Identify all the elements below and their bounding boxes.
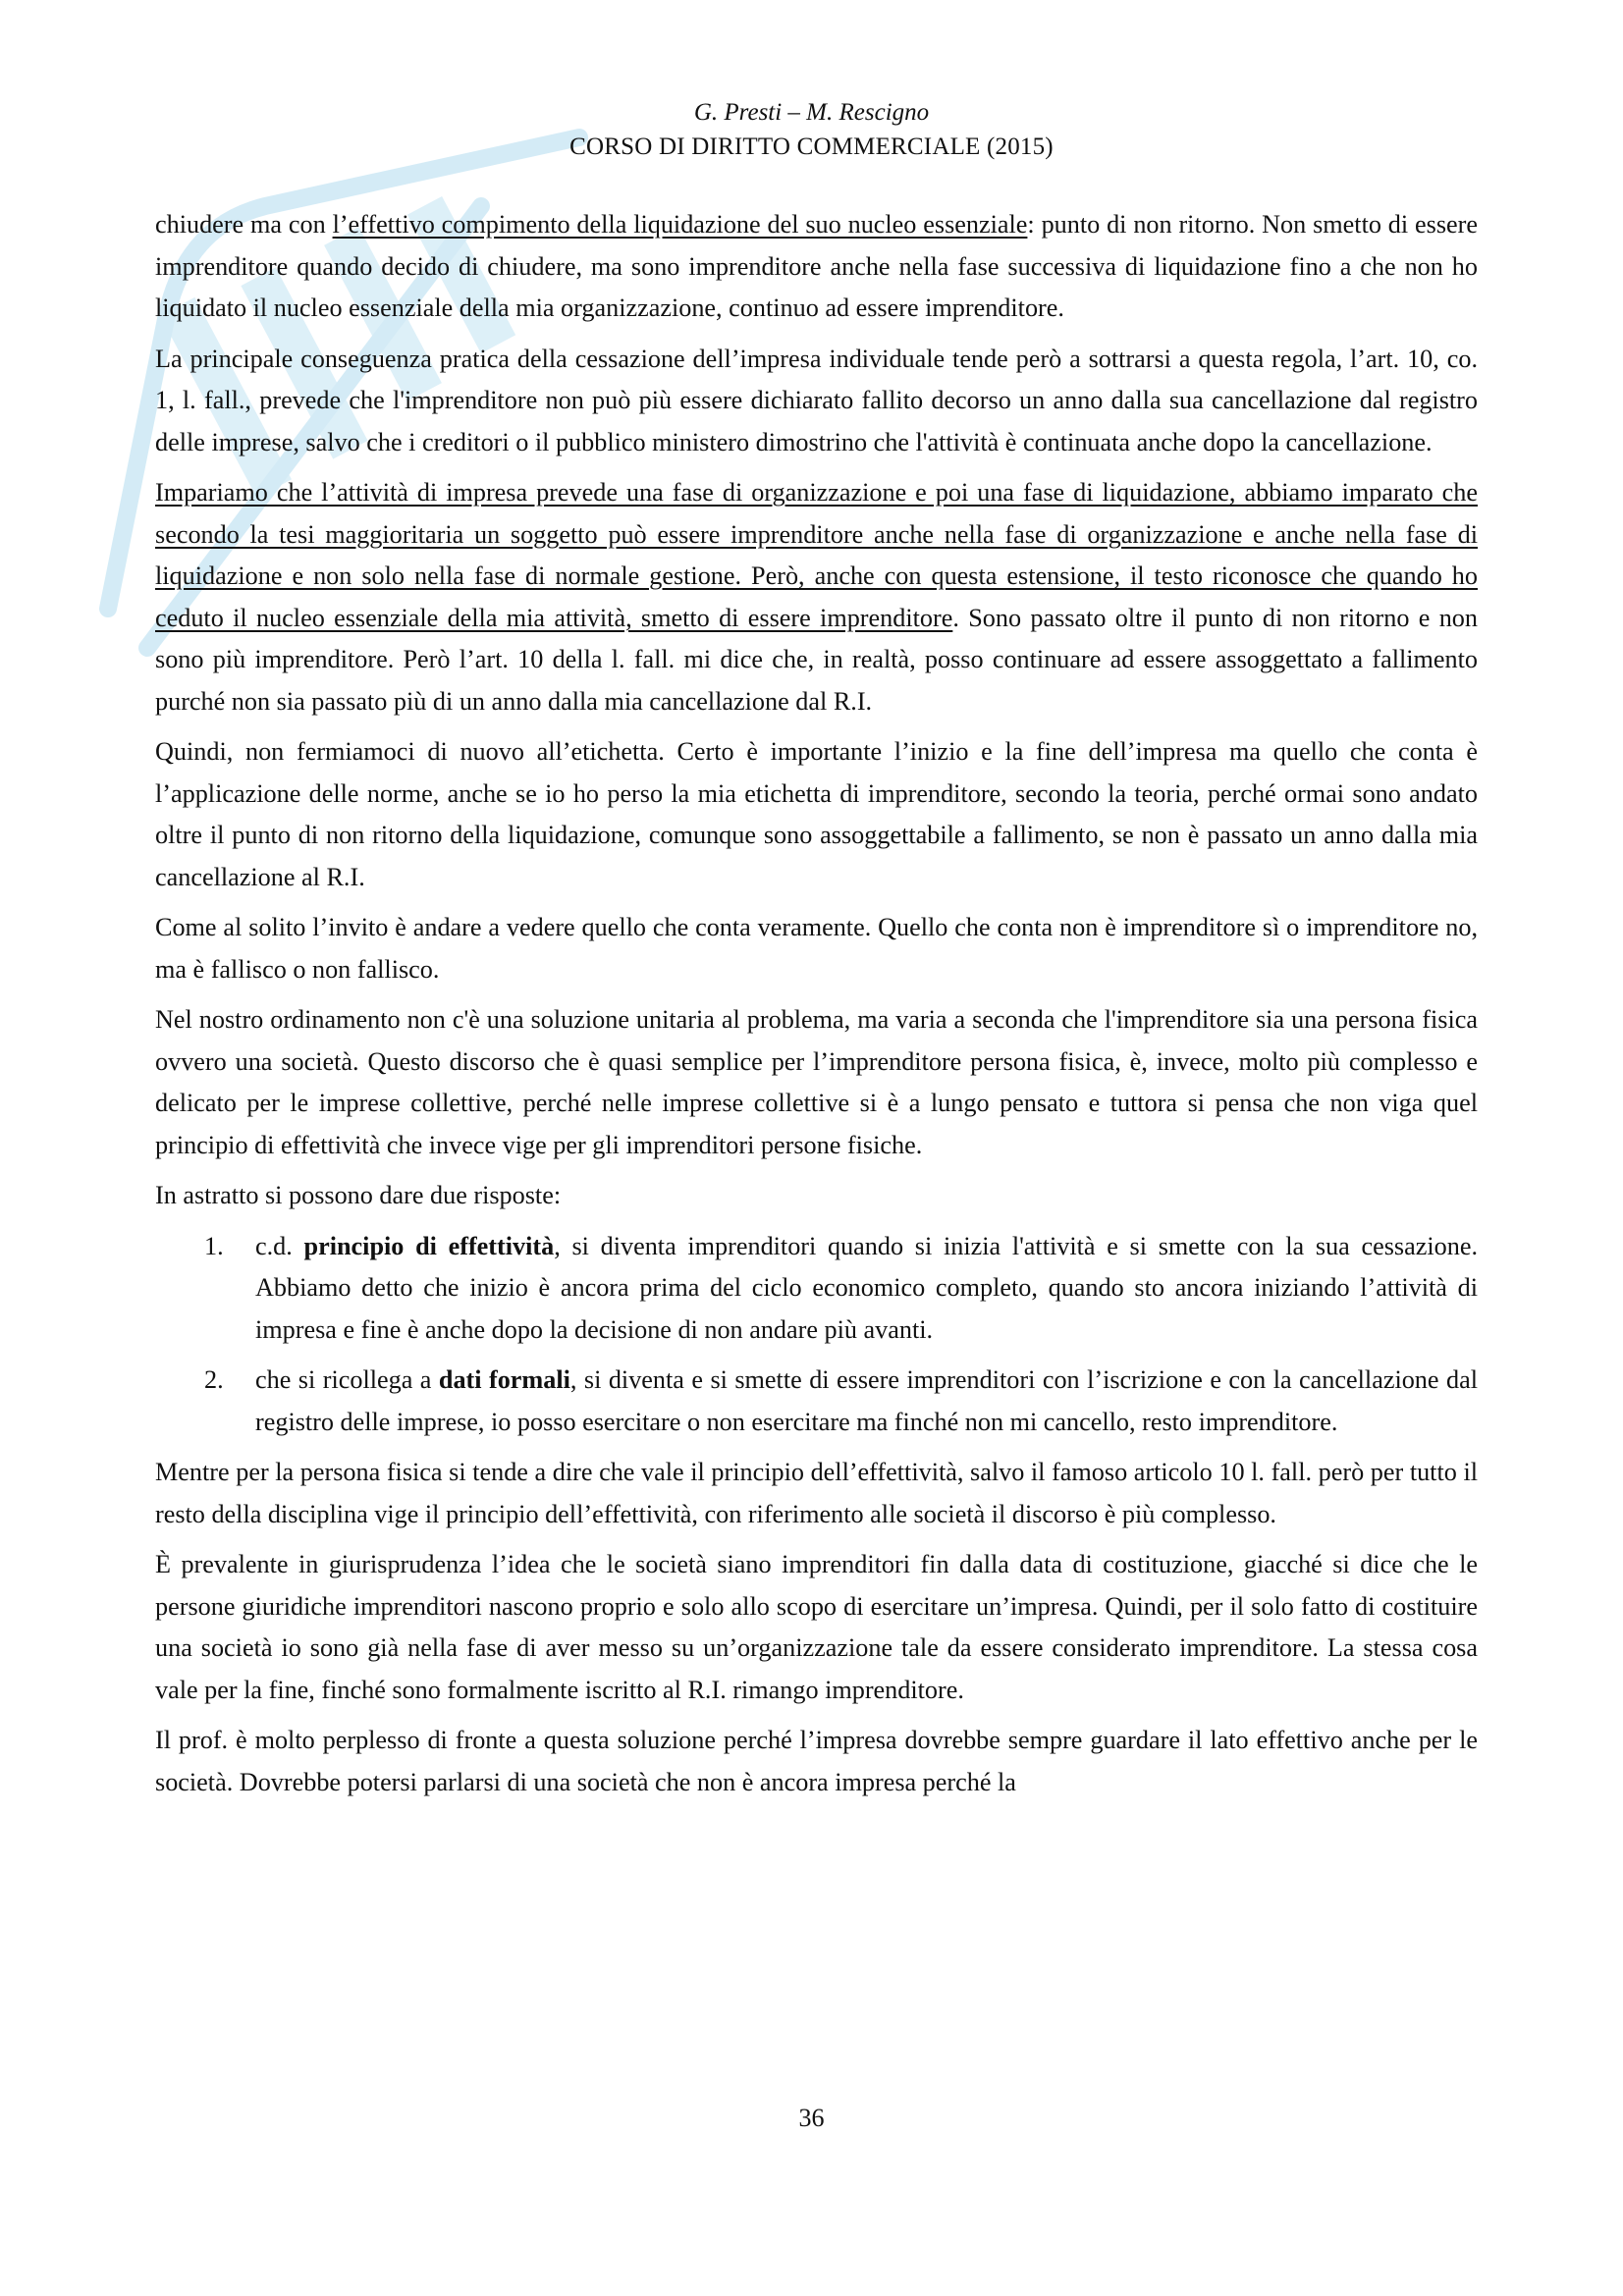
header-authors: G. Presti – M. Rescigno (693, 99, 930, 126)
paragraph: chiudere ma con l’effettivo compimento della liquidazione del suo nucleo essenziale: punto di non ritorno. Non smetto di essere imprenditore quando decido di chiudere, ma sono imprenditore anche nella fase successiva di liquidazione fino a che non ho liquidato il nucleo essenziale della mia organizzazione, continuo ad essere imprenditore. (155, 210, 1479, 322)
paragraph: Il prof. è molto perplesso di fronte a questa soluzione perché l’impresa dovrebbe sempre guardare il lato effettivo anche per le società. Dovrebbe potersi parlarsi di una società che non è ancora impresa perché la (155, 1726, 1478, 1796)
list-number: 1. (204, 1231, 224, 1260)
page-header (0, 96, 1623, 165)
paragraph: Nel nostro ordinamento non c'è una soluzione unitaria al problema, ma varia a seconda che l'imprenditore sia una persona fisica ovvero una società. Questo discorso che è quasi semplice per l’imprenditore persona fisica, è, invece, molto più complesso e delicato per le imprese collettive, perché nelle imprese collettive si è a lungo pensato e tuttora si pensa che non viga quel principio di effettività che invece vige per gli imprenditori persone fisiche. (155, 1005, 1478, 1159)
underlined-text: l’effettivo compimento della liquidazione del suo nucleo essenziale (332, 210, 1028, 239)
list-item: 1. c.d. principio di effettività, si diventa imprenditori quando si inizia l'attività e si smette con la sua cessazione. Abbiamo detto che inizio è ancora prima del ciclo economico completo, quando sto ancora iniziando l’attività di impresa e fine è anche dopo la decisione di non andare più avanti. (155, 1226, 1478, 1352)
bold-term: dati formali (438, 1365, 570, 1394)
list-item: 2. che si ricollega a dati formali, si diventa e si smette di essere imprenditori con l’iscrizione e con la cancellazione dal registro delle imprese, io posso esercitare o non esercitare ma finché non mi cancello, resto imprenditore. (155, 1360, 1478, 1443)
underlined-text: Impariamo che l’attività di impresa prevede una fase di organizzazione e poi una fase di liquidazione, abbiamo imparato che secondo la tesi maggioritaria un soggetto può essere imprenditore anche nella fase di organizzazione e anche nella fase di liquidazione e non solo nella fase di normale gestione. Però, anche con questa estensione, il testo riconosce che quando ho ceduto il nucleo essenziale della mia attività, smetto di essere imprenditore (155, 478, 1478, 632)
list-number: 2. (204, 1365, 224, 1394)
paragraph: Quindi, non fermiamoci di nuovo all’etichetta. Certo è importante l’inizio e la fine dell’impresa ma quello che conta è l’applicazione delle norme, anche se io ho perso la mia etichetta di imprenditore, secondo la teoria, perché ormai sono andato oltre il punto di non ritorno della liquidazione, comunque sono assoggettabile a fallimento, se non è passato un anno dalla mia cancellazione al R.I. (155, 737, 1478, 891)
paragraph: Mentre per la persona fisica si tende a dire che vale il principio dell’effettività, salvo il famoso articolo 10 l. fall. però per tutto il resto della disciplina vige il principio dell’effettività, con riferimento alle società il discorso è più complesso. (155, 1458, 1478, 1528)
paragraph: La principale conseguenza pratica della cessazione dell’impresa individuale tende però a sottrarsi a questa regola, l’art. 10, co. 1, l. fall., prevede che l'imprenditore non può più essere dichiarato fallito decorso un anno dalla sua cancellazione dal registro delle imprese, salvo che i creditori o il pubblico ministero dimostrino che l'attività è continuata anche dopo la cancellazione. (155, 344, 1478, 456)
paragraph: Impariamo che l’attività di impresa prevede una fase di organizzazione e poi una fase di liquidazione, abbiamo imparato che secondo la tesi maggioritaria un soggetto può essere imprenditore anche nella fase di organizzazione e anche nella fase di liquidazione e non solo nella fase di normale gestione. Però, anche con questa estensione, il testo riconosce che quando ho ceduto il nucleo essenziale della mia attività, smetto di essere imprenditore. Sono passato oltre il punto di non ritorno e non sono più imprenditore. Però l’art. 10 della l. fall. mi dice che, in realtà, posso continuare ad essere assoggettato a fallimento purché non sia passato più di un anno dalla mia cancellazione dal R.I. (155, 478, 1478, 716)
header-course-title: CORSO DI DIRITTO COMMERCIALE (2015) (569, 133, 1054, 160)
paragraph: Come al solito l’invito è andare a vedere quello che conta veramente. Quello che conta non è imprenditore sì o imprenditore no, ma è fallisco o non fallisco. (155, 913, 1478, 984)
page-number: 36 (798, 2104, 825, 2132)
bold-term: principio di effettività (303, 1231, 555, 1260)
paragraph: In astratto si possono dare due risposte: (155, 1181, 562, 1209)
document-body (155, 204, 1478, 1812)
numbered-list (155, 1226, 1478, 1444)
paragraph: È prevalente in giurisprudenza l’idea che le società siano imprenditori fin dalla data di costituzione, giacché si dice che le persone giuridiche imprenditori nascono proprio e solo allo scopo di esercitare un’impresa. Quindi, per il solo fatto di costituire una società io sono già nella fase di aver messo su un’organizzazione tale da essere considerato imprenditore. La stessa cosa vale per la fine, finché sono formalmente iscritto al R.I. rimango imprenditore. (155, 1550, 1478, 1704)
